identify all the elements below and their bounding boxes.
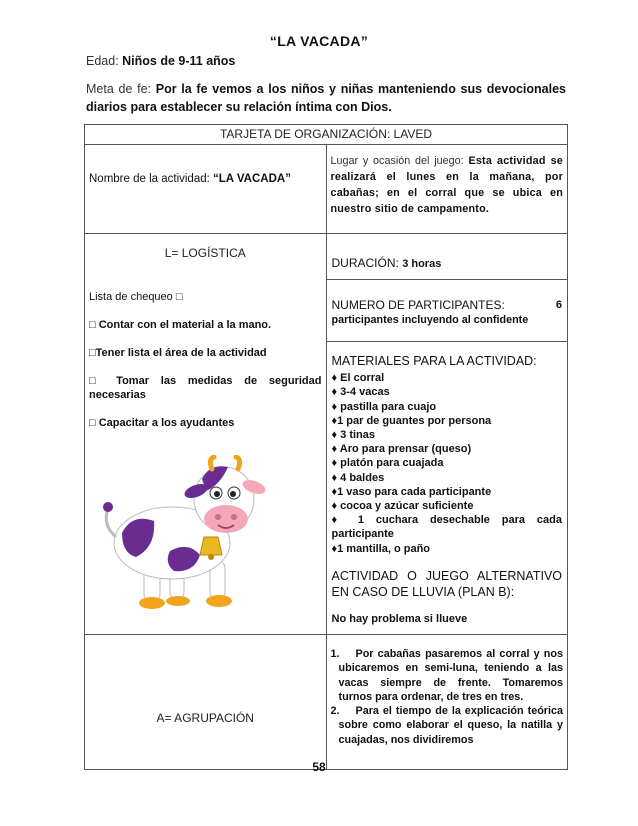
duration — [327, 234, 568, 280]
checklist-item: □ Capacitar a los ayudantes — [89, 417, 235, 429]
page-number: 58 — [312, 760, 326, 774]
material-item: ♦ El corral — [331, 372, 385, 385]
logistics-title: L= LOGÍSTICA — [164, 246, 246, 260]
material-item: ♦1 par de guantes por persona — [331, 414, 492, 427]
materials — [327, 342, 568, 626]
card-header: TARJETA DE ORGANIZACIÓN: LAVED — [85, 125, 568, 145]
material-item: ♦ platón para cuajada — [331, 457, 444, 470]
grouping-list — [331, 647, 564, 747]
materials-list — [332, 371, 563, 556]
material-item: ♦ 3 tinas — [331, 429, 376, 442]
grouping-cell — [85, 635, 327, 770]
material-item: ♦ 4 baldes — [331, 471, 385, 484]
duration-value: 3 horas — [402, 258, 442, 270]
cow-illustration — [92, 455, 272, 615]
grouping-item: 2. Para el tiempo de la explicación teórica sobre como elaborar el queso, la natilla y cuajadas, nos dividiremos — [330, 705, 563, 746]
grouping-item: 1. Por cabañas pasaremos al corral y nos ubicaremos en semi-luna, teniendo a las vacas siempre de frente. Tomaremos turnos para ordenar, de tres en tres. — [330, 648, 563, 703]
material-item: ♦ pastilla para cuajo — [331, 400, 437, 413]
age-line — [86, 52, 566, 70]
participants-note: participantes incluyendo al confidente — [331, 314, 529, 326]
material-item: ♦ 3-4 vacas — [331, 386, 390, 399]
checklist-item: □ Tomar las medidas de seguridad necesarias — [89, 375, 322, 401]
rain-plan-value: No hay problema si llueve — [331, 612, 468, 625]
place-cell — [326, 145, 568, 234]
material-item: ♦1 mantilla, o paño — [331, 542, 431, 555]
activity-name-label: Nombre de la actividad: — [89, 173, 210, 185]
grouping-details-cell — [326, 635, 568, 770]
rain-plan-title: ACTIVIDAD O JUEGO ALTERNATIVO EN CASO DE LLUVIA (PLAN B): — [331, 568, 562, 599]
place-occasion — [331, 153, 564, 217]
material-item: ♦ Aro para prensar (queso) — [331, 443, 472, 456]
checklist-title: Lista de chequeo □ — [89, 291, 183, 303]
place-value: Esta actividad se realizará el lunes en la mañana, por cabañas; en el corral que se ubica en nuestro sitio de campamento. — [330, 155, 564, 215]
checklist-item: □ Contar con el material a la mano. — [89, 319, 272, 331]
faith-goal — [86, 80, 566, 116]
material-item: ♦ 1 cuchara desechable para cada participante — [331, 514, 562, 541]
grouping-title: A= AGRUPACIÓN — [156, 711, 254, 725]
material-item: ♦ cocoa y azúcar suficiente — [331, 500, 474, 513]
faith-goal-label: Meta de fe: — [86, 82, 152, 96]
checklist-item: □Tener lista el área de la actividad — [89, 347, 267, 359]
activity-name-value: “LA VACADA” — [213, 173, 291, 185]
document-title: “LA VACADA” — [269, 33, 369, 49]
material-item: ♦1 vaso para cada participante — [331, 485, 492, 498]
checklist — [89, 318, 322, 430]
materials-title: MATERIALES PARA LA ACTIVIDAD: — [331, 354, 537, 368]
activity-name-cell — [85, 145, 327, 234]
duration-label: DURACIÓN: — [331, 256, 399, 270]
age-value: Niños de 9-11 años — [122, 54, 236, 68]
faith-goal-value: Por la fe vemos a los niños y niñas manteniendo sus devocionales diarios para establecer su relación íntima con Dios. — [86, 82, 566, 114]
organization-card — [84, 124, 568, 770]
place-label: Lugar y ocasión del juego: — [330, 155, 464, 167]
activity-name — [89, 170, 322, 188]
age-label: Edad: — [86, 54, 119, 68]
participants-label: NUMERO DE PARTICIPANTES: — [331, 298, 505, 312]
participants — [327, 280, 568, 342]
logistics-details-cell — [326, 234, 568, 635]
participants-count: 6 — [555, 299, 562, 311]
